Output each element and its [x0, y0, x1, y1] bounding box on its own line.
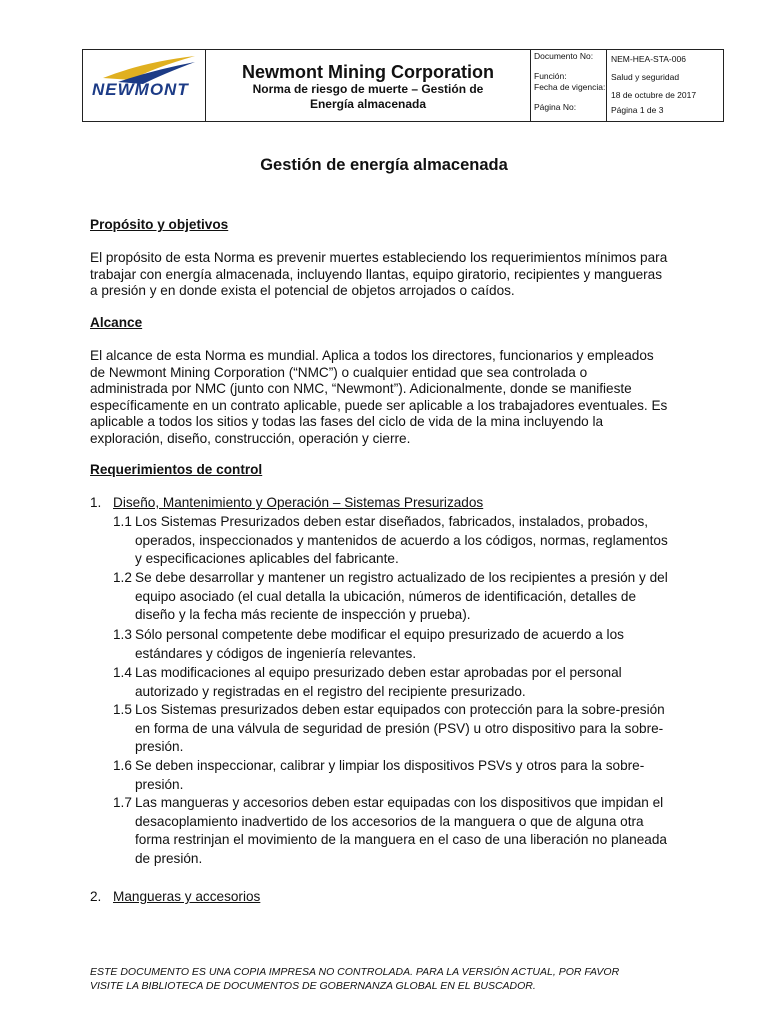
subitem-1-7: 1.7 Las mangueras y accesorios deben estar equipadas con los dispositivos que impidan el desacoplamiento inadvertido de los accesorios de la manguera o que de alguna otra forma restrinjan el movimiento de la manguera en el caso de una liberación no planeada de presión.: [113, 795, 667, 866]
subitem-1-2: 1.2 Se debe desarrollar y mantener un registro actualizado de los recipientes a presión y del equipo asociado (el cual detalla la ubicación, números de identificación, detalles de diseño y la fecha más reciente de inspección y prueba).: [113, 570, 668, 622]
header-metadata: [531, 50, 723, 121]
meta-value-document: NEM-HEA-STA-006: [611, 54, 686, 64]
meta-value-date: 18 de octubre de 2017: [611, 90, 697, 100]
document-header: [82, 49, 724, 122]
uncontrolled-copy-notice: ESTE DOCUMENTO ES UNA COPIA IMPRESA NO CONTROLADA. PARA LA VERSIÓN ACTUAL, POR FAVOR VISITE LA BIBLIOTECA DE DOCUMENTOS DE GOBERNANZA GLOBAL EN EL BUSCADOR.: [90, 966, 620, 992]
subitem-1-5: 1.5 Los Sistemas presurizados deben estar equipados con protección para la sobre-presión en forma de una válvula de seguridad de presión (PSV) u otro dispositivo para la sobre- presión.: [113, 702, 665, 754]
item2-number: 2.: [90, 889, 102, 904]
newmont-logo: [83, 50, 206, 121]
meta-label-date: Fecha de vigencia:: [534, 82, 606, 92]
company-name: Newmont Mining Corporation: [242, 62, 494, 82]
standard-name-line2: Energía almacenada: [309, 97, 427, 111]
subitem-1-1: 1.1 Los Sistemas Presurizados deben estar diseñados, fabricados, instalados, probados, operados, inspeccionados y mantenidos de acuerdo a los códigos, normas, reglamentos y especificaciones aplicables del fabricante.: [113, 514, 668, 566]
subitem-1-3: 1.3 Sólo personal competente debe modificar el equipo presurizado de acuerdo a los estándares y códigos de ingeniería relevantes.: [113, 627, 624, 661]
subitem-1-4: 1.4 Las modificaciones al equipo presurizado deben estar aprobadas por el personal autorizado y registradas en el registro del recipiente presurizado.: [113, 665, 622, 699]
meta-label-function: Función:: [534, 71, 567, 81]
controls-heading: Requerimientos de control: [90, 462, 263, 477]
header-title-block: [206, 50, 531, 121]
standard-name-line1: Norma de riesgo de muerte – Gestión de: [252, 82, 484, 96]
subitem-1-6: 1.6 Se deben inspeccionar, calibrar y limpiar los dispositivos PSVs y otros para la sobre- presión.: [113, 758, 645, 792]
logo-wordmark: NEWMONT: [92, 80, 189, 99]
meta-label-document: Documento No:: [534, 51, 594, 61]
scope-body: El alcance de esta Norma es mundial. Aplica a todos los directores, funcionarios y empleados de Newmont Mining Corporation (“NMC”) o cualquier entidad que sea controlada o administrada por NMC (junto con NMC, “Newmont”). Adicionalmente, donde se manifieste específicamente en un contrato aplicable, puede ser aplicable a los trabajadores eventuales. Es aplicable a todos los sitios y todas las fases del ciclo de vida de la mina incluyendo la exploración, diseño, construcción, operación y cierre.: [90, 348, 668, 446]
meta-label-page: Página No:: [534, 102, 577, 112]
purpose-heading: Propósito y objetivos: [90, 217, 229, 232]
item2-title: Mangueras y accesorios: [113, 889, 261, 904]
purpose-body: El propósito de esta Norma es prevenir muertes estableciendo los requerimientos mínimos para trabajar con energía almacenada, incluyendo llantas, equipo giratorio, recipientes y mangueras a presión y en donde exista el potencial de objetos arrojados o caídos.: [90, 250, 668, 299]
scope-heading: Alcance: [90, 315, 143, 330]
document-title: Gestión de energía almacenada: [260, 156, 508, 174]
meta-value-page: Página 1 de 3: [611, 105, 664, 115]
meta-value-function: Salud y seguridad: [611, 72, 680, 82]
item1-title: Diseño, Mantenimiento y Operación – Sistemas Presurizados: [113, 495, 484, 510]
item1-number: 1.: [90, 495, 102, 510]
